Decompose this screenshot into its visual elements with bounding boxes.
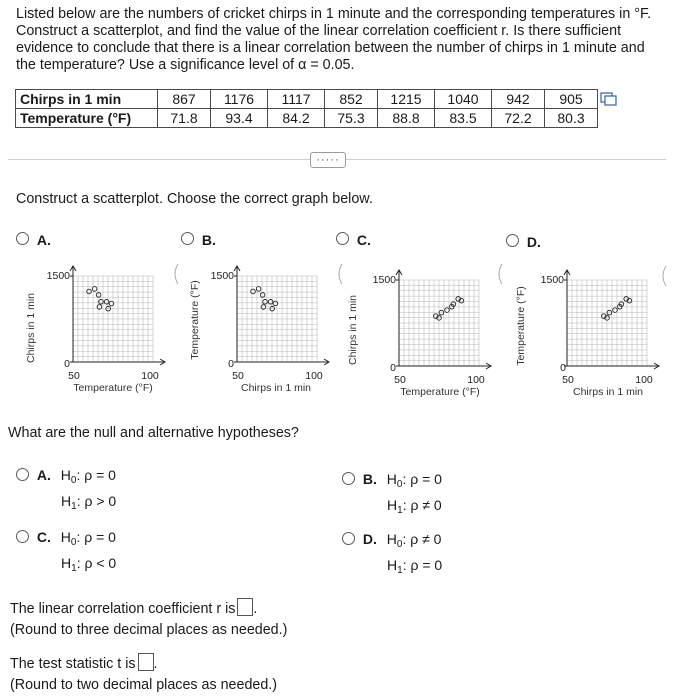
x-tick-high: 100 xyxy=(305,370,323,382)
y-tick-max: 1500 xyxy=(540,274,564,286)
table-header-chirps: Chirps in 1 min xyxy=(16,90,158,109)
option-letter: D. xyxy=(362,531,377,547)
table-cell: 1176 xyxy=(211,90,268,109)
scatter-point xyxy=(263,300,268,305)
option-letter: C. xyxy=(356,232,371,248)
x-tick-low: 50 xyxy=(68,370,80,382)
table-cell: 905 xyxy=(545,90,598,109)
scatterplot-a xyxy=(18,258,168,396)
r-question-text: The linear correlation coefficient r is xyxy=(10,601,236,617)
axis-lines xyxy=(564,270,659,369)
option-letter: D. xyxy=(526,234,541,250)
h1-statement: $H_1$: ρ = 0 xyxy=(387,557,443,576)
expand-more-button[interactable]: ····· xyxy=(310,152,346,168)
scatterplot-c xyxy=(340,262,500,400)
option-letter: B. xyxy=(362,471,377,487)
y-tick-min: 0 xyxy=(228,358,234,370)
h0-statement: $H_0$: ρ = 0 xyxy=(60,529,116,548)
table-cell: 88.8 xyxy=(378,109,435,128)
h0-statement: $H_0$: ρ ≠ 0 xyxy=(386,531,442,550)
option-letter: B. xyxy=(201,232,216,248)
option-letter: C. xyxy=(36,529,51,545)
table-cell: 71.8 xyxy=(158,109,211,128)
table-cell: 942 xyxy=(492,90,545,109)
scatterplot-d xyxy=(510,264,670,402)
scatterplot-b xyxy=(184,258,352,396)
copy-data-icon[interactable] xyxy=(600,92,618,106)
hypothesis-option-a[interactable] xyxy=(16,465,116,517)
question-text: Listed below are the numbers of cricket chirps in 1 minute and the corresponding temperatures in °F. Construct a scatterplot, and find the value of the linear correlation coefficient r. Is there sufficient evidence to conclude that there is a linear correlation between the number of chirps in 1 minute and the temperature? Use a significance level of α = 0.05. xyxy=(16,6,652,73)
y-tick-max: 1500 xyxy=(372,274,396,286)
radio-button[interactable] xyxy=(336,232,349,245)
table-row-temperature xyxy=(16,109,598,128)
h0-statement: $H_0$: ρ = 0 xyxy=(60,467,116,486)
table-header-temperature: Temperature (°F) xyxy=(16,109,158,128)
table-cell: 72.2 xyxy=(492,109,545,128)
x-tick-high: 100 xyxy=(141,370,159,382)
x-tick-low: 50 xyxy=(394,374,406,386)
graph-option-b[interactable] xyxy=(181,232,216,248)
t-answer-input[interactable] xyxy=(138,653,154,671)
axis-lines xyxy=(234,266,329,365)
radio-button[interactable] xyxy=(181,232,194,245)
table-cell: 852 xyxy=(325,90,378,109)
x-tick-high: 100 xyxy=(467,374,485,386)
radio-button[interactable] xyxy=(342,472,355,485)
table-cell: 84.2 xyxy=(268,109,325,128)
graph-option-c[interactable] xyxy=(336,232,371,248)
axis-lines xyxy=(70,266,165,365)
axis-lines xyxy=(396,270,491,369)
x-axis-label: Temperature (°F) xyxy=(73,382,153,394)
scatter-point xyxy=(99,300,104,305)
hypothesis-option-c[interactable] xyxy=(16,527,116,579)
scatter-point xyxy=(251,289,256,294)
h1-statement: $H_1$: ρ ≠ 0 xyxy=(387,497,442,516)
x-tick-low: 50 xyxy=(232,370,244,382)
r-question: The linear correlation coefficient r is . (Round to three decimal places as needed.) xyxy=(10,598,287,641)
x-axis-label: Temperature (°F) xyxy=(400,386,480,398)
option-letter: A. xyxy=(36,467,51,483)
graph-option-a[interactable] xyxy=(16,232,51,248)
y-tick-min: 0 xyxy=(64,358,70,370)
h1-statement: $H_1$: ρ < 0 xyxy=(61,555,117,574)
zoom-bracket-icon[interactable] xyxy=(494,262,504,286)
x-axis-label: Chirps in 1 min xyxy=(240,382,312,394)
radio-button[interactable] xyxy=(342,532,355,545)
zoom-bracket-icon[interactable] xyxy=(170,262,180,286)
x-tick-high: 100 xyxy=(635,374,653,386)
table-cell: 867 xyxy=(158,90,211,109)
data-table xyxy=(15,89,598,128)
radio-button[interactable] xyxy=(16,232,29,245)
zoom-bracket-icon[interactable] xyxy=(658,264,668,288)
y-tick-min: 0 xyxy=(560,362,566,374)
y-tick-min: 0 xyxy=(390,362,396,374)
scatter-point xyxy=(607,310,612,315)
h0-statement: $H_0$: ρ = 0 xyxy=(386,471,442,490)
table-cell: 75.3 xyxy=(325,109,378,128)
table-cell: 93.4 xyxy=(211,109,268,128)
scatter-point xyxy=(87,289,92,294)
hypothesis-prompt: What are the null and alternative hypotheses? xyxy=(8,425,299,441)
scatter-prompt: Construct a scatterplot. Choose the correct graph below. xyxy=(16,191,373,207)
table-cell: 1040 xyxy=(435,90,492,109)
table-cell: 83.5 xyxy=(435,109,492,128)
radio-button[interactable] xyxy=(506,234,519,247)
table-cell: 80.3 xyxy=(545,109,598,128)
t-question: The test statistic t is . (Round to two decimal places as needed.) xyxy=(10,653,277,696)
scatter-point xyxy=(96,293,101,298)
y-axis-label: Temperature (°F) xyxy=(515,286,527,366)
y-axis-label: Chirps in 1 min xyxy=(347,294,359,366)
t-question-text: The test statistic t is xyxy=(10,656,136,672)
hypothesis-option-b[interactable] xyxy=(342,469,442,521)
radio-button[interactable] xyxy=(16,468,29,481)
y-axis-label: Chirps in 1 min xyxy=(25,292,37,364)
scatter-point xyxy=(439,310,444,315)
scatter-point xyxy=(613,308,618,313)
t-rounding-note: (Round to two decimal places as needed.) xyxy=(10,677,278,693)
x-tick-low: 50 xyxy=(562,374,574,386)
y-tick-max: 1500 xyxy=(210,270,234,282)
table-cell: 1215 xyxy=(378,90,435,109)
scatter-point xyxy=(260,293,265,298)
graph-option-d[interactable] xyxy=(506,234,541,250)
h1-statement: $H_1$: ρ > 0 xyxy=(61,493,117,512)
radio-button[interactable] xyxy=(16,530,29,543)
plot-grid xyxy=(70,266,165,365)
r-answer-input[interactable] xyxy=(237,598,253,616)
y-tick-max: 1500 xyxy=(46,270,70,282)
option-letter: A. xyxy=(36,232,51,248)
hypothesis-option-d[interactable] xyxy=(342,529,442,581)
scatter-point xyxy=(445,308,450,313)
x-axis-label: Chirps in 1 min xyxy=(572,386,644,398)
y-axis-label: Temperature (°F) xyxy=(189,280,201,360)
table-row-chirps xyxy=(16,90,598,109)
table-cell: 1117 xyxy=(268,90,325,109)
r-rounding-note: (Round to three decimal places as needed.) xyxy=(10,622,288,638)
